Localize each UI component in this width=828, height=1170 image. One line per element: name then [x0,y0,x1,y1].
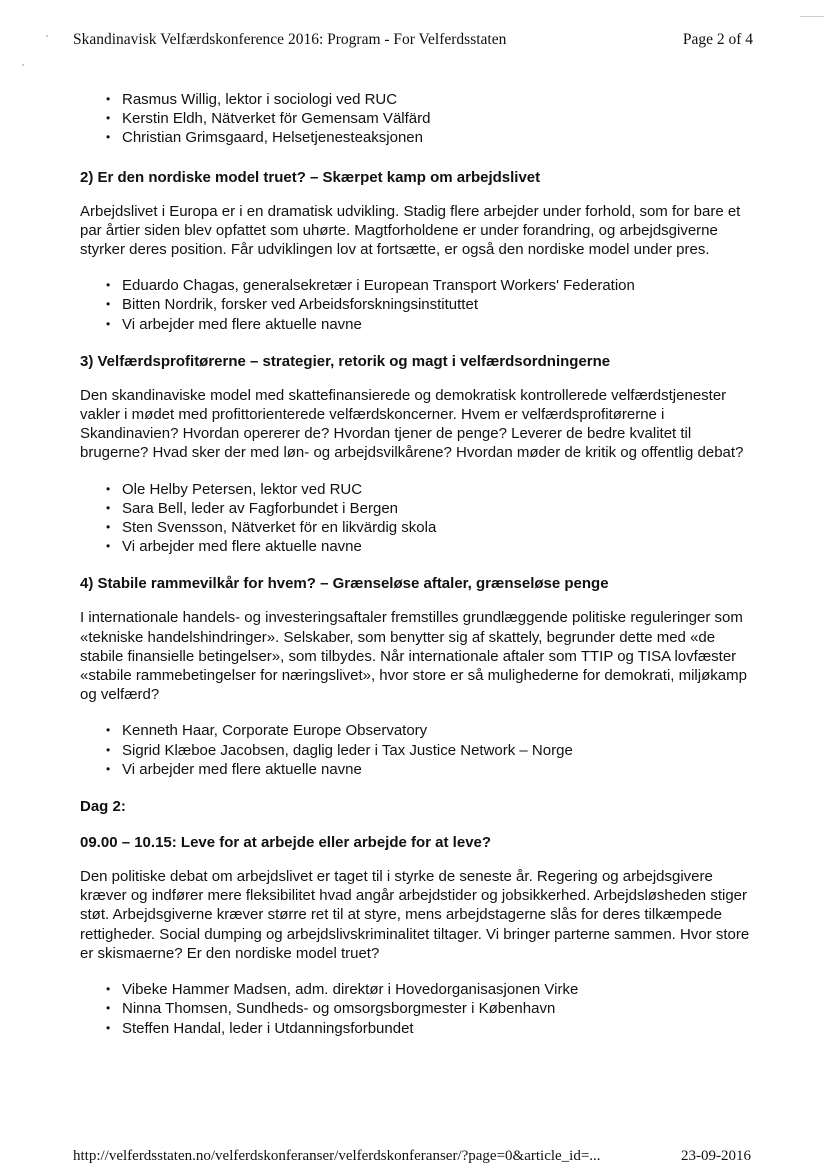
intro-speaker-list [80,90,760,148]
page-number: Page 2 of 4 [682,31,753,48]
list-item: • Vi arbejder med flere aktuelle navne [106,760,760,779]
section-paragraph: Arbejdslivet i Europa er i en dramatisk udvikling. Stadig flere arbejder under forhold, som for bare et par årtier siden blev opfattet som uhørte. Magtforholdene er under forandring, og arbejdsgiverne styrker deres position. Får udviklingen lov at fortsætte, er også den nordiske model under pres. [80,202,741,259]
scan-speck [22,64,24,66]
document-body [80,90,760,1038]
page-header [73,31,753,53]
list-item: • Bitten Nordrik, forsker ved Arbeidsforskningsinstituttet [106,295,760,314]
list-item: • Vibeke Hammer Madsen, adm. direktør i Hovedorganisasjonen Virke [106,980,760,999]
list-item: • Kerstin Eldh, Nätverket för Gemensam Välfärd [106,109,760,128]
source-url: http://velferdsstaten.no/velferdskonferanser/velferdskonferanser/?page=0&article_id=... [73,1148,601,1164]
section-paragraph: Den politiske debat om arbejdslivet er taget til i styrke de seneste år. Regering og arbejdsgivere kræver og indfører mere fleksibilitet hvad angår arbejdstider og jobsikkerhed. Arbejdsløsheden stiger støt. Arbejdsgiverne kræver større ret til at styre, mens arbejdstagerne slås for deres tilkæmpede rettigheder. Social dumping og arbejdslivskriminalitet tiltager. Vi bringer parterne sammen. Hvor store er skismaerne? Er den nordiske model truet? [80,868,750,962]
session-heading: 09.00 – 10.15: Leve for at arbejde eller arbejde for at leve? [80,834,492,852]
speaker-list [80,980,760,1038]
scan-speck [46,35,48,37]
page-footer [73,1148,753,1170]
list-item: • Vi arbejder med flere aktuelle navne [106,315,760,334]
section-heading: 4) Stabile rammevilkår for hvem? – Grænseløse aftaler, grænseløse penge [80,575,609,593]
list-item: • Rasmus Willig, lektor i sociologi ved RUC [106,90,760,109]
section-paragraph: Den skandinaviske model med skattefinansierede og demokratisk kontrollerede velfærdstjenester vakler i mødet med profittorienterede velfærdskoncerner. Hvem er velfærdsprofitørerne i Skandinavien? Hvordan opererer de? Hvordan tjener de penge? Leverer de bedre kvalitet til brugerne? Hvad sker der med løn- og arbejdsvilkårene? Hvordan møder de kritik og offentlig debat? [80,386,744,462]
speaker-list [80,276,760,334]
list-item: • Sten Svensson, Nätverket för en likvärdig skola [106,518,760,537]
list-item: • Christian Grimsgaard, Helsetjenesteaksjonen [106,128,760,147]
list-item: • Steffen Handal, leder i Utdanningsforbundet [106,1019,760,1038]
day-heading: Dag 2: [80,798,126,816]
section-heading: 3) Velfærdsprofitørerne – strategier, retorik og magt i velfærdsordningerne [80,352,611,370]
list-item: • Vi arbejder med flere aktuelle navne [106,537,760,556]
list-item: • Kenneth Haar, Corporate Europe Observatory [106,721,760,740]
list-item: • Sigrid Klæboe Jacobsen, daglig leder i Tax Justice Network – Norge [106,741,760,760]
print-date: 23-09-2016 [681,1148,751,1164]
list-item: • Eduardo Chagas, generalsekretær i European Transport Workers' Federation [106,276,760,295]
list-item: • Ninna Thomsen, Sundheds- og omsorgsborgmester i København [106,999,760,1018]
speaker-list [80,480,760,557]
scan-mark [800,16,824,17]
section-heading: 2) Er den nordiske model truet? – Skærpet kamp om arbejdslivet [80,168,541,186]
section-paragraph: I internationale handels- og investeringsaftaler fremstilles grundlæggende politiske reguleringer som «tekniske handelshindringer». Selskaber, som benytter sig af skattely, begrunder dette med «de stabile finansielle betingelser», som tilbydes. Når internationale aftaler som TTIP og TISA lovfæster «stabile rammebetingelser for næringslivet», hvor store er så mulighederne for demokrati, miljøkamp og velfærd? [80,609,747,704]
speaker-list [80,721,760,779]
list-item: • Ole Helby Petersen, lektor ved RUC [106,480,760,499]
document-title: Skandinavisk Velfærdskonference 2016: Program - For Velferdsstaten [73,31,507,48]
list-item: • Sara Bell, leder av Fagforbundet i Bergen [106,499,760,518]
